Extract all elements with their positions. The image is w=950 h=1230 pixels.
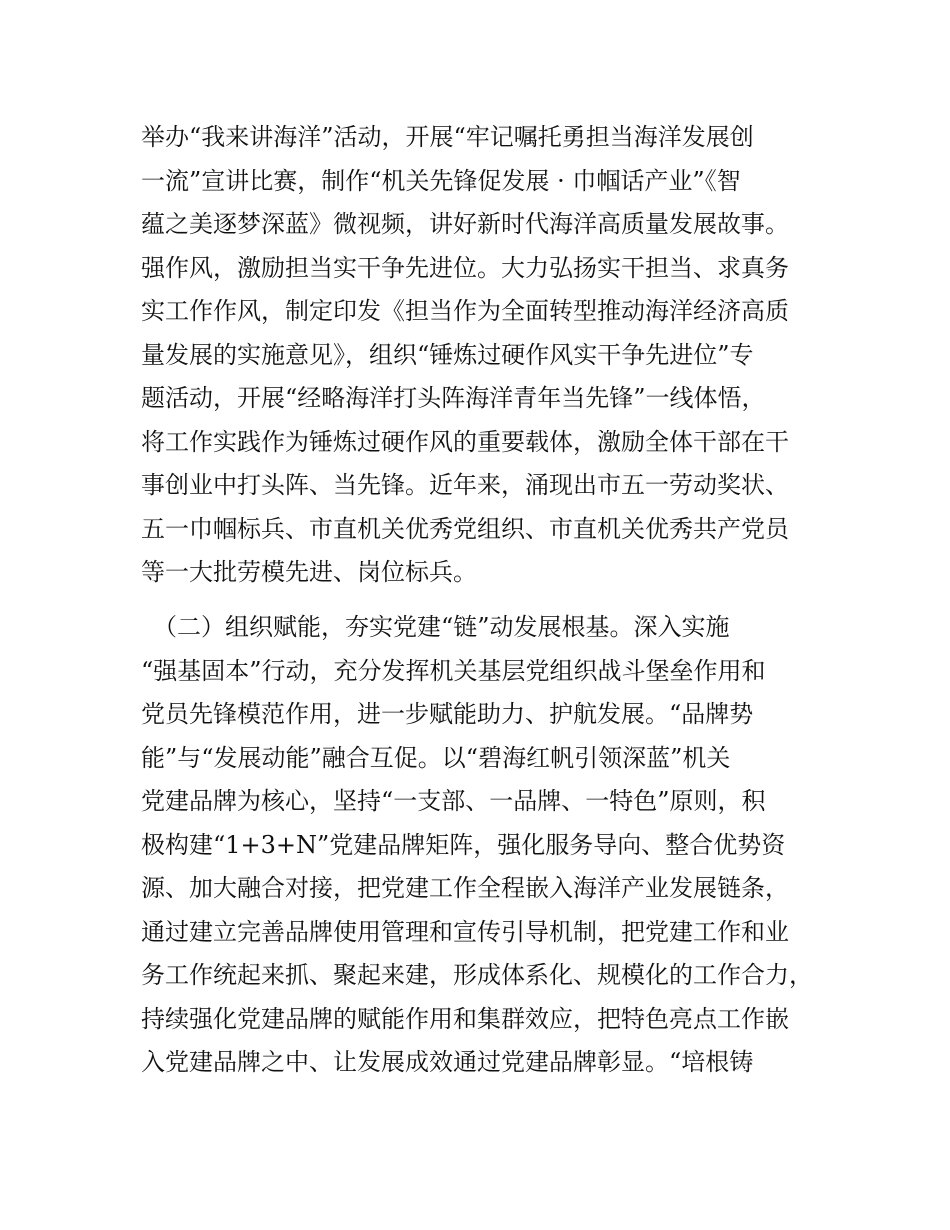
text-line: 实工作作风，制定印发《担当作为全面转型推动海洋经济高质 — [141, 297, 789, 325]
text-line: 量发展的实施意见》，组织“锤炼过硬作风实干争先进位”专 — [141, 340, 754, 369]
text-line: 一流”宣讲比赛，制作“机关先锋促发展 · 巾帼话产业”《智 — [141, 166, 741, 195]
text-line: “强基固本”行动，充分发挥机关基层党组织战斗堡垒作用和 — [141, 656, 766, 685]
text-line: 蕴之美逐梦深蓝》微视频，讲好新时代海洋高质量发展故事。 — [141, 210, 789, 238]
paragraph-2 — [141, 606, 831, 1085]
text-line: 能”与“发展动能”融合互促。以“碧海红帆引领深蓝”机关 — [141, 743, 731, 772]
text-line: 等一大批劳模先进、岗位标兵。 — [141, 558, 477, 586]
paragraph-1 — [141, 116, 831, 595]
text-line: 党员先锋模范作用，进一步赋能助力、护航发展。“品牌势 — [141, 700, 754, 728]
text-line: 将工作实践作为锤炼过硬作风的重要载体，激励全体干部在干 — [141, 427, 789, 456]
text-line: 党建品牌为核心，坚持“一支部、一品牌、一特色”原则，积 — [141, 787, 766, 815]
text-line: （二）组织赋能，夯实党建“链”动发展根基。深入实施 — [141, 613, 730, 641]
text-line: 入党建品牌之中、让发展成效通过党建品牌彰显。“培根铸 — [141, 1048, 754, 1076]
text-line: 五一巾帼标兵、市直机关优秀党组织、市直机关优秀共产党员 — [141, 514, 789, 543]
text-line: 源、加大融合对接，把党建工作全程嵌入海洋产业发展链条， — [141, 874, 789, 902]
text-line: 题活动，开展“经略海洋打头阵海洋青年当先锋”一线体悟， — [141, 384, 766, 412]
text-line: 极构建“1+3+N”党建品牌矩阵，强化服务导向、整合优势资 — [141, 830, 786, 859]
text-line: 举办“我来讲海洋”活动，开展“牢记嘱托勇担当海洋发展创 — [141, 123, 754, 151]
text-line: 通过建立完善品牌使用管理和宣传引导机制，把党建工作和业 — [141, 917, 789, 946]
text-line: 事创业中打头阵、当先锋。近年来，涌现出市五一劳动奖状、 — [141, 471, 789, 499]
text-line: 强作风，激励担当实干争先进位。大力弘扬实干担当、求真务 — [141, 253, 789, 282]
text-line: 务工作统起来抓、聚起来建，形成体系化、规模化的工作合力， — [141, 961, 813, 989]
text-line: 持续强化党建品牌的赋能作用和集群效应，把特色亮点工作嵌 — [141, 1004, 789, 1033]
